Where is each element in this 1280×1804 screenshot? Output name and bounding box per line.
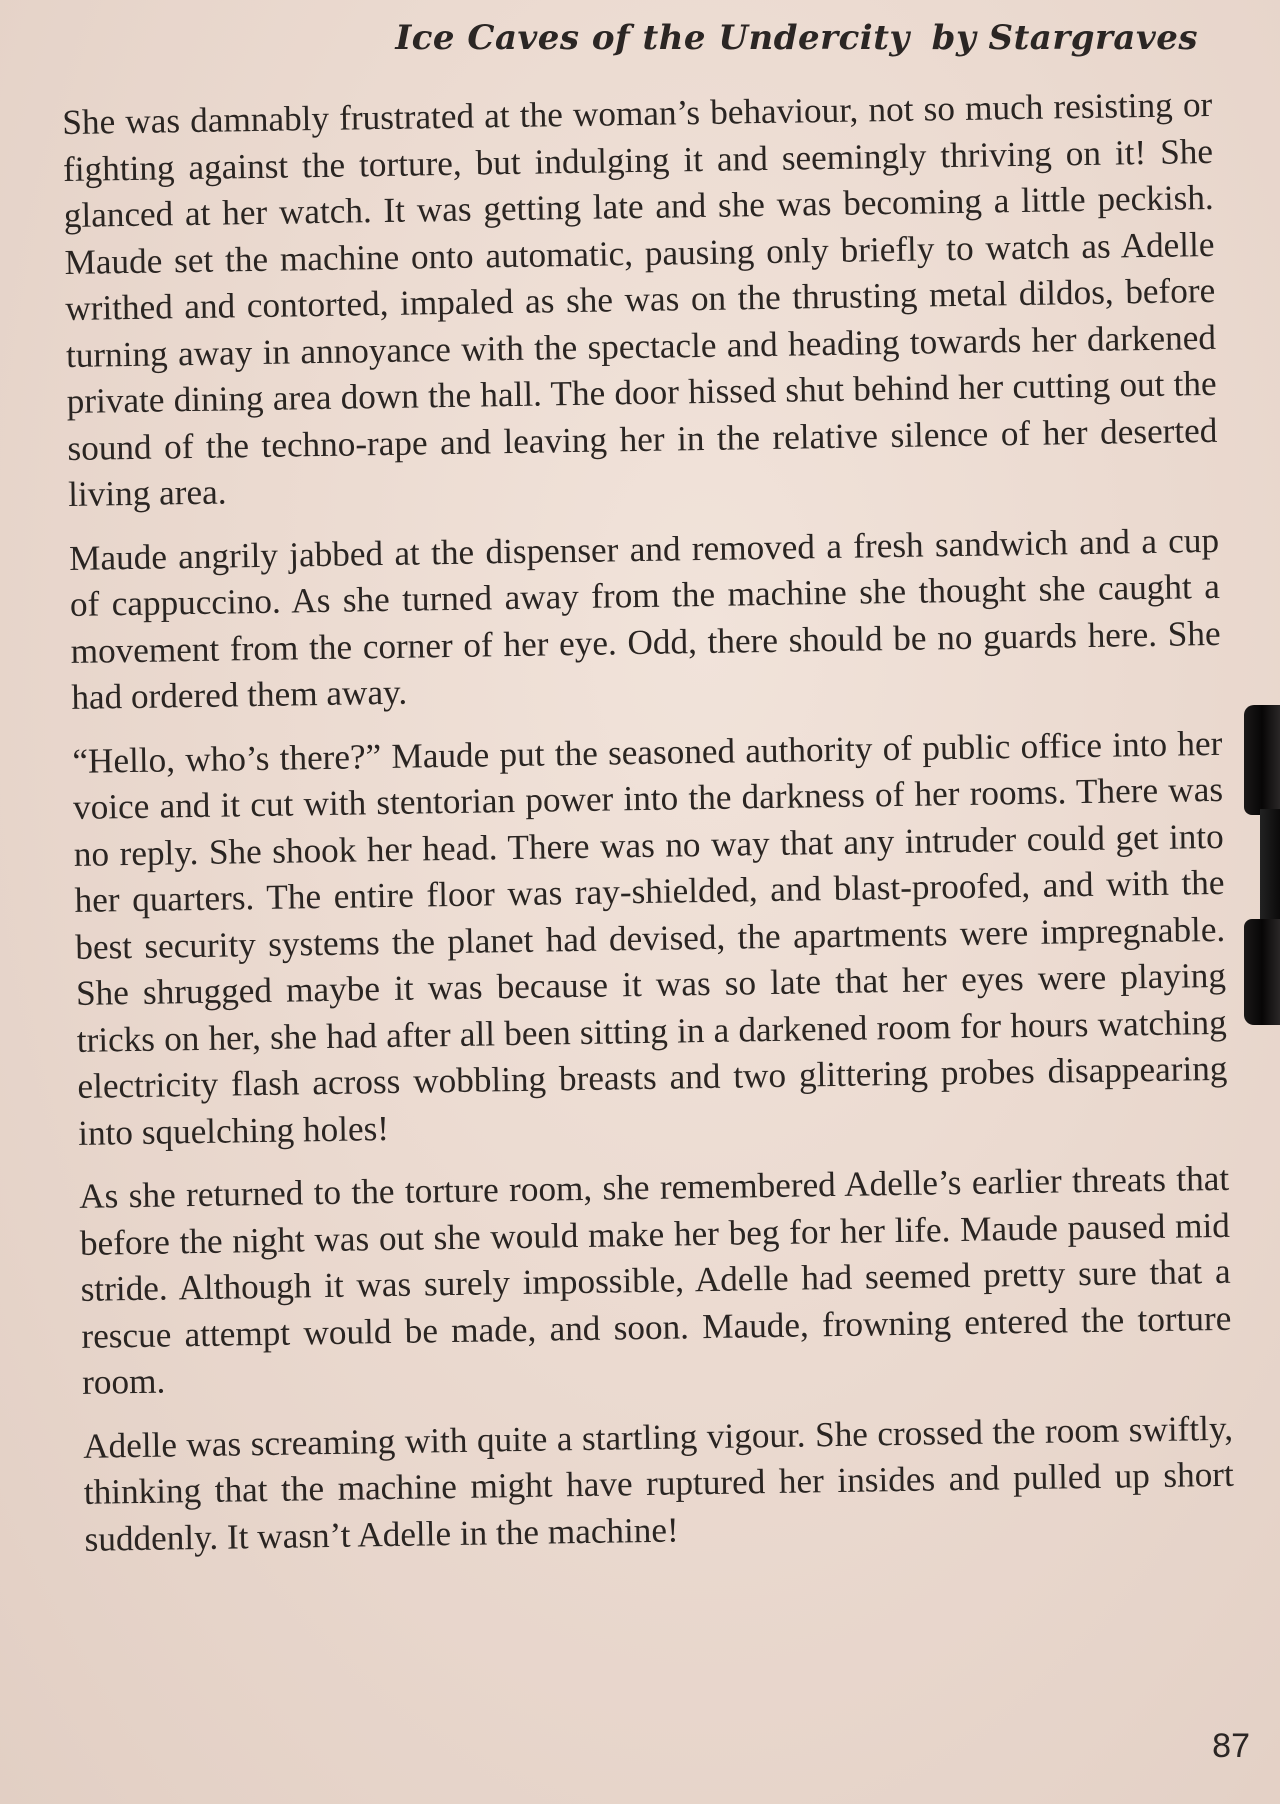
running-header [395,18,1198,58]
paragraph: Adelle was screaming with quite a startling vigour. She crossed the room swiftly, thinking that the machine might have ruptured her insides and pulled up short suddenly. It wasn’t Adelle in the machine! [82,1408,1235,1559]
page-clip [1240,705,1280,1025]
paragraph: She was damnably frustrated at the woman’s behaviour, not so much resisting or fighting against the torture, but indulging it and seemingly thriving on it! She glanced at her watch. It was getting late and she was becoming a little peckish. Maude set the machine onto automatic, pausing only briefly to watch as Adelle writhed and contorted, impaled as she was on the thrusting metal dildos, before turning away in annoyance with the spectacle and heading towards her darkened private dining area down the hall. The door hissed shut behind her cutting out the sound of the techno-rape and leaving her in the relative silence of her deserted living area. [62,84,1218,514]
clip-middle [1260,809,1280,925]
paragraph: “Hello, who’s there?” Maude put the seasoned authority of public office into her voice and it cut with stentorian power into the darkness of her rooms. There was no reply. She shook her head. There was no way that any intruder could get into her quarters. The entire floor was ray-shielded, and blast-proofed, and with the best security systems the planet had devised, the apartments were impregnable. She shrugged maybe it was because it was so late that her eyes were playing tricks on her, she had after all been sitting in a darkened room for hours watching electricity flash across wobbling breasts and two glittering probes disappearing into squelching holes! [72,723,1228,1153]
book-author: by Stargraves [931,18,1198,58]
paragraph: As she returned to the torture room, she remembered Adelle’s earlier threats that before the night was out she would make her beg for her life. Maude paused mid stride. Although it was surely impossible, Adelle had seemed pretty sure that a rescue attempt would be made, and soon. Maude, frowning entered the torture room. [78,1158,1232,1402]
clip-top [1244,705,1280,815]
clip-bottom [1244,919,1280,1025]
paragraph: Maude angrily jabbed at the dispenser and removed a fresh sandwich and a cup of cappuccino. As she turned away from the machine she thought she caught a movement from the corner of her eye. Odd, there should be no guards here. She had ordered them away. [68,520,1221,717]
page-number: 87 [1212,1727,1250,1765]
body-text [62,82,1235,1580]
book-title: Ice Caves of the Undercity [395,18,910,58]
